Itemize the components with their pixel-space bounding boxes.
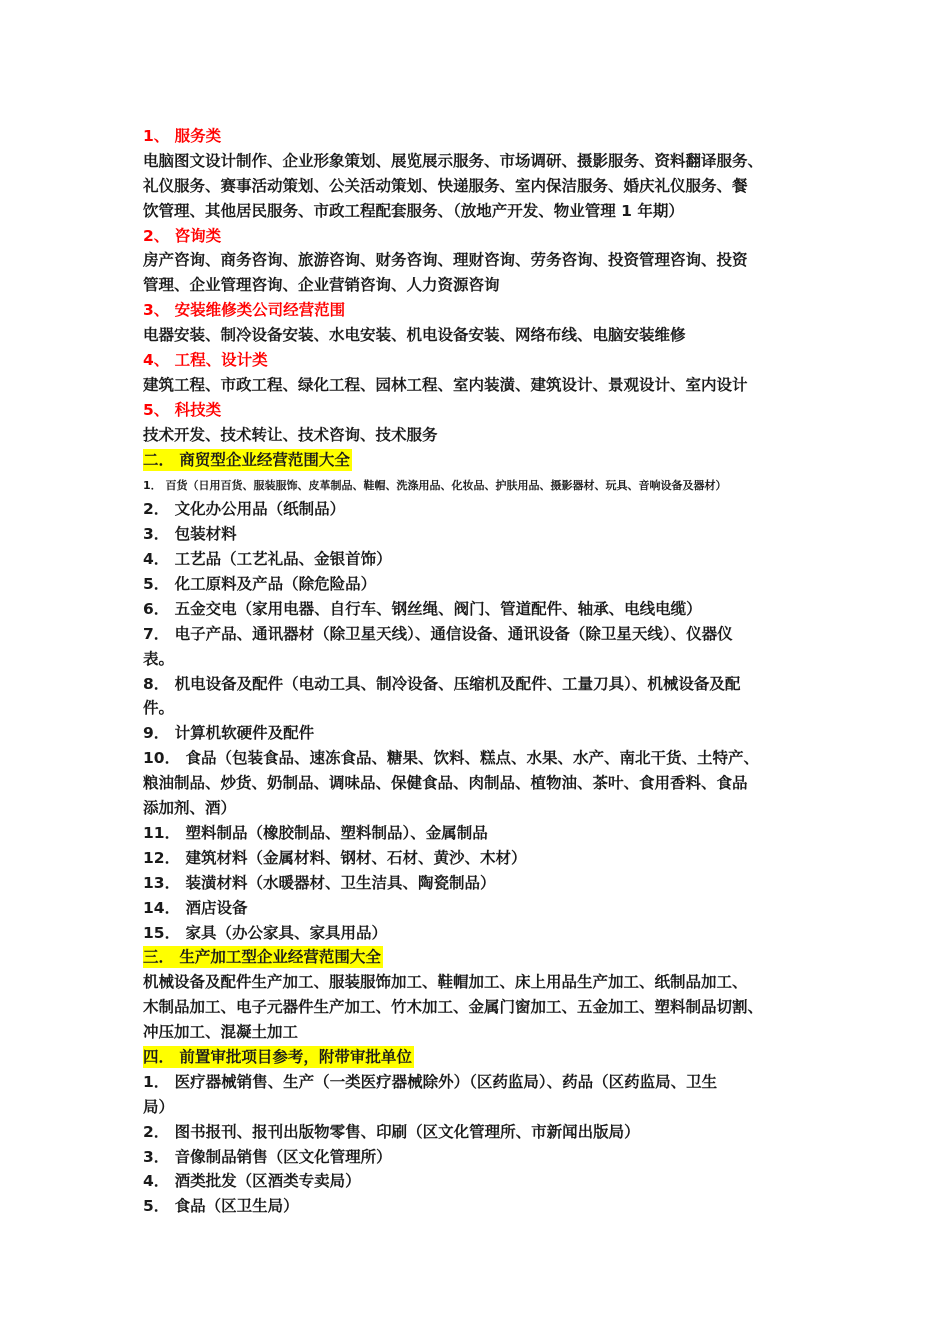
text-line	[143, 298, 813, 323]
paragraph-text: 5． 食品（区卫生局）	[143, 1197, 299, 1216]
paragraph-text: 技术开发、技术转让、技术咨询、技术服务	[143, 425, 438, 444]
paragraph-text: 礼仪服务、赛事活动策划、公关活动策划、快递服务、室内保洁服务、婚庆礼仪服务、餐	[143, 176, 748, 195]
text-line	[143, 796, 813, 821]
paragraph-text: 建筑工程、市政工程、绿化工程、园林工程、室内装潢、建筑设计、景观设计、室内设计	[143, 375, 748, 394]
paragraph-text: 2． 文化办公用品（纸制品）	[143, 500, 346, 519]
section-heading: 1、 服务类	[143, 127, 222, 145]
document-body	[143, 124, 813, 1219]
paragraph-text: 6． 五金交电（家用电器、自行车、钢丝绳、阀门、管道配件、轴承、电线电缆）	[143, 599, 702, 618]
text-line	[143, 921, 813, 946]
paragraph-text: 冲压加工、混凝土加工	[143, 1023, 299, 1042]
text-line	[143, 124, 813, 149]
text-line	[143, 846, 813, 871]
paragraph-text: 10． 食品（包装食品、速冻食品、糖果、饮料、糕点、水果、水产、南北干货、土特产、	[143, 749, 759, 768]
text-line	[143, 572, 813, 597]
text-line	[143, 174, 813, 199]
paragraph-text: 2． 图书报刊、报刊出版物零售、印刷（区文化管理所、市新闻出版局）	[143, 1122, 640, 1141]
paragraph-text: 9． 计算机软硬件及配件	[143, 724, 315, 743]
paragraph-text: 4． 酒类批发（区酒类专卖局）	[143, 1172, 361, 1191]
paragraph-text: 11． 塑料制品（橡胶制品、塑料制品）、金属制品	[143, 823, 488, 842]
text-line	[143, 647, 813, 672]
text-line	[143, 622, 813, 647]
text-line	[143, 448, 813, 473]
paragraph-text: 1． 百货（日用百货、服装服饰、皮革制品、鞋帽、洗涤用品、化妆品、护肤用品、摄影器材、玩具、音响设备及器材）	[143, 479, 727, 493]
text-line	[143, 547, 813, 572]
text-line	[143, 273, 813, 298]
text-line	[143, 995, 813, 1020]
highlighted-heading: 四． 前置审批项目参考，附带审批单位	[143, 1047, 412, 1066]
paragraph-text: 13． 装潢材料（水暖器材、卫生洁具、陶瓷制品）	[143, 873, 496, 892]
text-line	[143, 721, 813, 746]
paragraph-text: 件。	[143, 699, 175, 718]
text-line	[143, 1120, 813, 1145]
text-line	[143, 1020, 813, 1045]
text-line	[143, 398, 813, 423]
text-line	[143, 597, 813, 622]
text-line	[143, 672, 813, 697]
paragraph-text: 电器安装、制冷设备安装、水电安装、机电设备安装、网络布线、电脑安装维修	[143, 326, 686, 345]
text-line	[143, 522, 813, 547]
text-line	[143, 746, 813, 771]
text-line	[143, 472, 813, 497]
section-heading: 5、 科技类	[143, 400, 222, 419]
text-line	[143, 1169, 813, 1194]
paragraph-text: 4． 工艺品（工艺礼品、金银首饰）	[143, 550, 392, 569]
text-line	[143, 1070, 813, 1095]
paragraph-text: 1． 医疗器械销售、生产（一类医疗器械除外）（区药监局）、药品（区药监局、卫生	[143, 1072, 718, 1091]
paragraph-text: 8． 机电设备及配件（电动工具、制冷设备、压缩机及配件、工量刀具）、机械设备及配	[143, 674, 741, 693]
text-line	[143, 1095, 813, 1120]
text-line	[143, 423, 813, 448]
paragraph-text: 机械设备及配件生产加工、服装服饰加工、鞋帽加工、床上用品生产加工、纸制品加工、	[143, 973, 748, 992]
text-line	[143, 871, 813, 896]
text-line	[143, 1145, 813, 1170]
text-line	[143, 1045, 813, 1070]
section-heading: 2、 咨询类	[143, 226, 222, 245]
text-line	[143, 1194, 813, 1219]
text-line	[143, 149, 813, 174]
paragraph-text: 3． 音像制品销售（区文化管理所）	[143, 1147, 392, 1166]
paragraph-text: 局）	[143, 1097, 175, 1116]
text-line	[143, 945, 813, 970]
paragraph-text: 3． 包装材料	[143, 525, 237, 544]
paragraph-text: 粮油制品、炒货、奶制品、调味品、保健食品、肉制品、植物油、茶叶、食用香料、食品	[143, 774, 748, 793]
paragraph-text: 15． 家具（办公家具、家具用品）	[143, 923, 387, 942]
text-line	[143, 323, 813, 348]
paragraph-text: 管理、企业管理咨询、企业营销咨询、人力资源咨询	[143, 276, 500, 295]
text-line	[143, 248, 813, 273]
paragraph-text: 12． 建筑材料（金属材料、钢材、石材、黄沙、木材）	[143, 848, 527, 867]
paragraph-text: 添加剂、酒）	[143, 799, 237, 818]
text-line	[143, 696, 813, 721]
text-line	[143, 224, 813, 249]
text-line	[143, 821, 813, 846]
text-line	[143, 373, 813, 398]
paragraph-text: 饮管理、其他居民服务、市政工程配套服务、（放地产开发、物业管理 1 年期）	[143, 201, 684, 220]
text-line	[143, 199, 813, 224]
paragraph-text: 木制品加工、电子元器件生产加工、竹木加工、金属门窗加工、五金加工、塑料制品切割、	[143, 998, 764, 1017]
paragraph-text: 表。	[143, 649, 175, 668]
text-line	[143, 348, 813, 373]
text-line	[143, 970, 813, 995]
text-line	[143, 497, 813, 522]
highlighted-heading: 二． 商贸型企业经营范围大全	[143, 450, 350, 469]
paragraph-text: 电脑图文设计制作、企业形象策划、展览展示服务、市场调研、摄影服务、资料翻译服务、	[143, 151, 764, 170]
paragraph-text: 房产咨询、商务咨询、旅游咨询、财务咨询、理财咨询、劳务咨询、投资管理咨询、投资	[143, 251, 748, 270]
section-heading: 4、 工程、设计类	[143, 351, 268, 370]
text-line	[143, 771, 813, 796]
paragraph-text: 14． 酒店设备	[143, 898, 248, 917]
paragraph-text: 5． 化工原料及产品（除危险品）	[143, 575, 377, 594]
highlighted-heading: 三． 生产加工型企业经营范围大全	[143, 948, 381, 967]
section-heading: 3、 安装维修类公司经营范围	[143, 301, 346, 320]
text-line	[143, 896, 813, 921]
paragraph-text: 7． 电子产品、通讯器材（除卫星天线）、通信设备、通讯设备（除卫星天线）、仪器仪	[143, 624, 733, 643]
